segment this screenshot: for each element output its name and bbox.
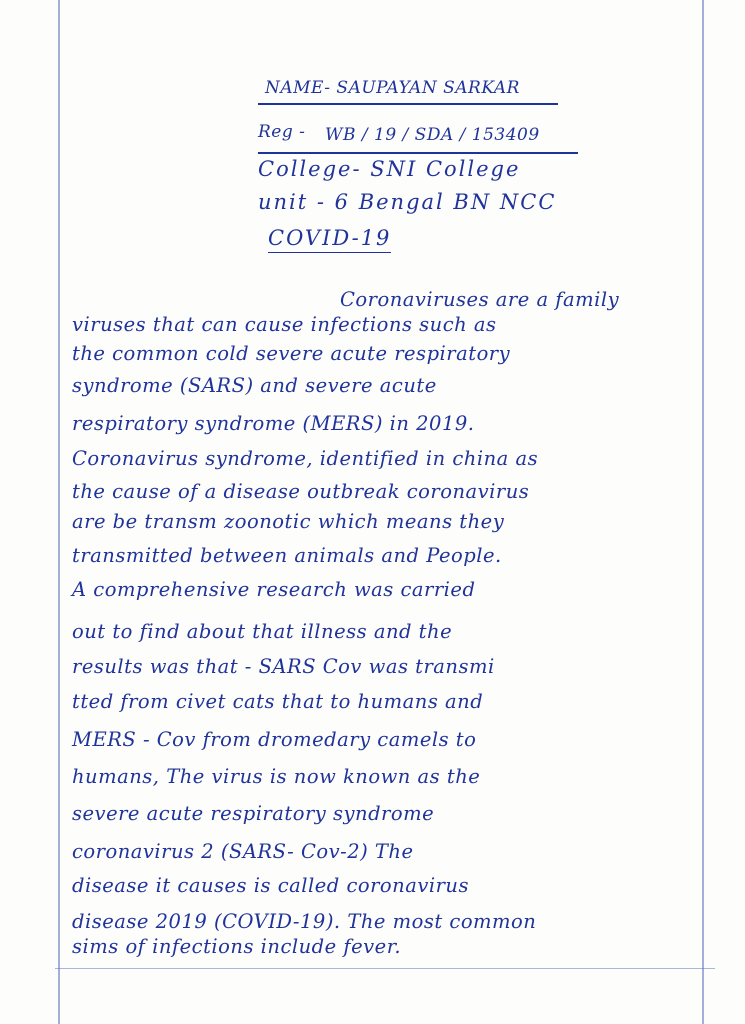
essay-line: humans, The virus is now known as the bbox=[72, 765, 481, 788]
essay-line: the cause of a disease outbreak coronavirus bbox=[72, 480, 530, 503]
student-name: NAME- SAUPAYAN SARKAR bbox=[265, 78, 520, 98]
essay-line: Coronavirus syndrome, identified in china as bbox=[72, 447, 539, 470]
essay-line: disease 2019 (COVID-19). The most common bbox=[72, 910, 537, 933]
essay-line: severe acute respiratory syndrome bbox=[72, 802, 435, 825]
essay-line: transmitted between animals and People. bbox=[72, 544, 502, 567]
reg-underline bbox=[258, 152, 578, 154]
essay-line: results was that - SARS Cov was transmi bbox=[72, 655, 495, 678]
essay-line: respiratory syndrome (MERS) in 2019. bbox=[72, 412, 475, 435]
essay-line: coronavirus 2 (SARS- Cov-2) The bbox=[72, 840, 414, 863]
essay-line: tted from civet cats that to humans and bbox=[72, 690, 484, 713]
essay-line: out to find about that illness and the bbox=[72, 620, 453, 643]
essay-line: A comprehensive research was carried bbox=[72, 578, 476, 601]
essay-line: the common cold severe acute respiratory bbox=[72, 342, 511, 365]
bottom-rule bbox=[55, 968, 715, 969]
reg-label: Reg - bbox=[258, 122, 306, 142]
essay-line: syndrome (SARS) and severe acute bbox=[72, 374, 437, 397]
right-margin-line bbox=[702, 0, 704, 1024]
essay-line: are be transm zoonotic which means they bbox=[72, 510, 505, 533]
ncc-unit: unit - 6 Bengal BN NCC bbox=[258, 190, 557, 214]
essay-line: sims of infections include fever. bbox=[72, 935, 402, 958]
left-margin-line bbox=[58, 0, 60, 1024]
essay-line: MERS - Cov from dromedary camels to bbox=[72, 728, 477, 751]
reg-number: WB / 19 / SDA / 153409 bbox=[325, 125, 540, 145]
essay-line: disease it causes is called coronavirus bbox=[72, 874, 469, 897]
essay-line: Coronaviruses are a family bbox=[340, 288, 620, 311]
essay-topic: COVID-19 bbox=[268, 226, 391, 253]
essay-line: viruses that can cause infections such as bbox=[72, 313, 497, 336]
name-underline bbox=[258, 103, 558, 105]
college-name: College- SNI College bbox=[258, 157, 521, 181]
